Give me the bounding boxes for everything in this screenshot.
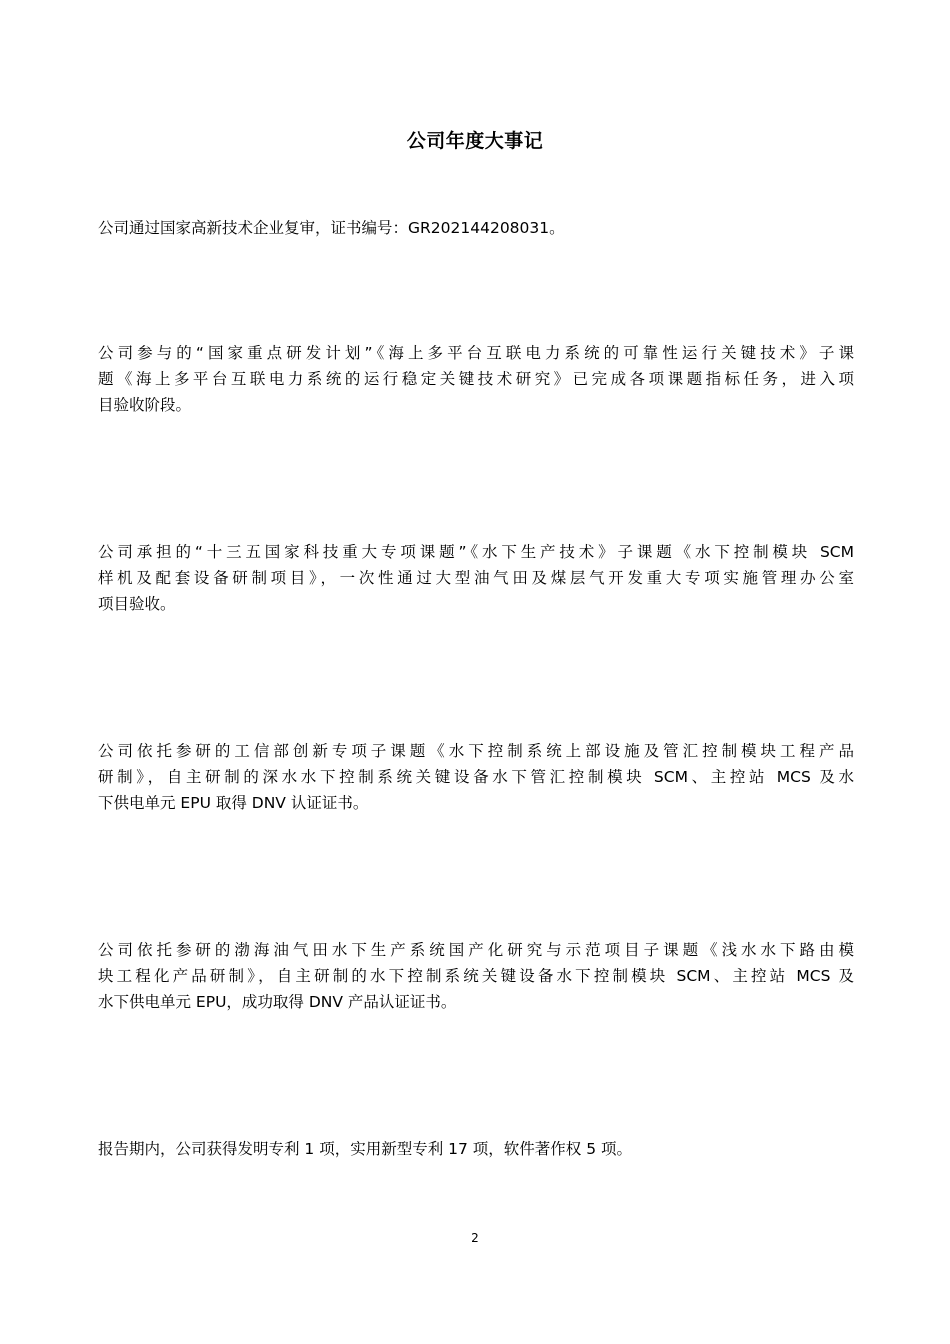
paragraph-line: 公司依托参研的工信部创新专项子课题《水下控制系统上部设施及管汇控制模块工程产品: [98, 742, 854, 760]
paragraph-line: 报告期内，公司获得发明专利 1 项，实用新型专利 17 项，软件著作权 5 项。: [98, 1140, 633, 1158]
paragraph-line: 样机及配套设备研制项目》，一次性通过大型油气田及煤层气开发重大专项实施管理办公室: [98, 569, 854, 587]
paragraph-line: 块工程化产品研制》，自主研制的水下控制系统关键设备水下控制模块 SCM、主控站 MCS 及: [98, 967, 854, 985]
event-paragraph-miit-dnv: [98, 738, 854, 816]
event-paragraph-major-project: [98, 539, 854, 617]
paragraph-line: 下供电单元 EPU 取得 DNV 认证证书。: [98, 794, 369, 812]
paragraph-line: 水下供电单元 EPU，成功取得 DNV 产品认证证书。: [98, 993, 457, 1011]
paragraph-line: 公司参与的“国家重点研发计划”《海上多平台互联电力系统的可靠性运行关键技术》子课: [98, 344, 854, 362]
event-paragraph-patents: [98, 1136, 854, 1162]
paragraph-line: 研制》，自主研制的深水水下控制系统关键设备水下管汇控制模块 SCM、主控站 MCS 及水: [98, 768, 854, 786]
page-number: 2: [471, 1231, 479, 1245]
paragraph-line: 公司依托参研的渤海油气田水下生产系统国产化研究与示范项目子课题《浅水水下路由模: [98, 941, 854, 959]
paragraph-line: 公司通过国家高新技术企业复审，证书编号：GR202144208031。: [98, 219, 565, 237]
paragraph-line: 项目验收。: [98, 595, 176, 613]
page-title: 公司年度大事记: [406, 130, 544, 152]
event-paragraph-rd-program: [98, 340, 854, 418]
paragraph-line: 目验收阶段。: [98, 396, 192, 414]
paragraph-line: 公司承担的“十三五国家科技重大专项课题”《水下生产技术》子课题《水下控制模块 SCM: [98, 543, 854, 561]
event-paragraph-bohai-dnv: [98, 937, 854, 1015]
event-paragraph-hitech-certification: [98, 215, 854, 241]
paragraph-line: 题《海上多平台互联电力系统的运行稳定关键技术研究》已完成各项课题指标任务，进入项: [98, 370, 854, 388]
